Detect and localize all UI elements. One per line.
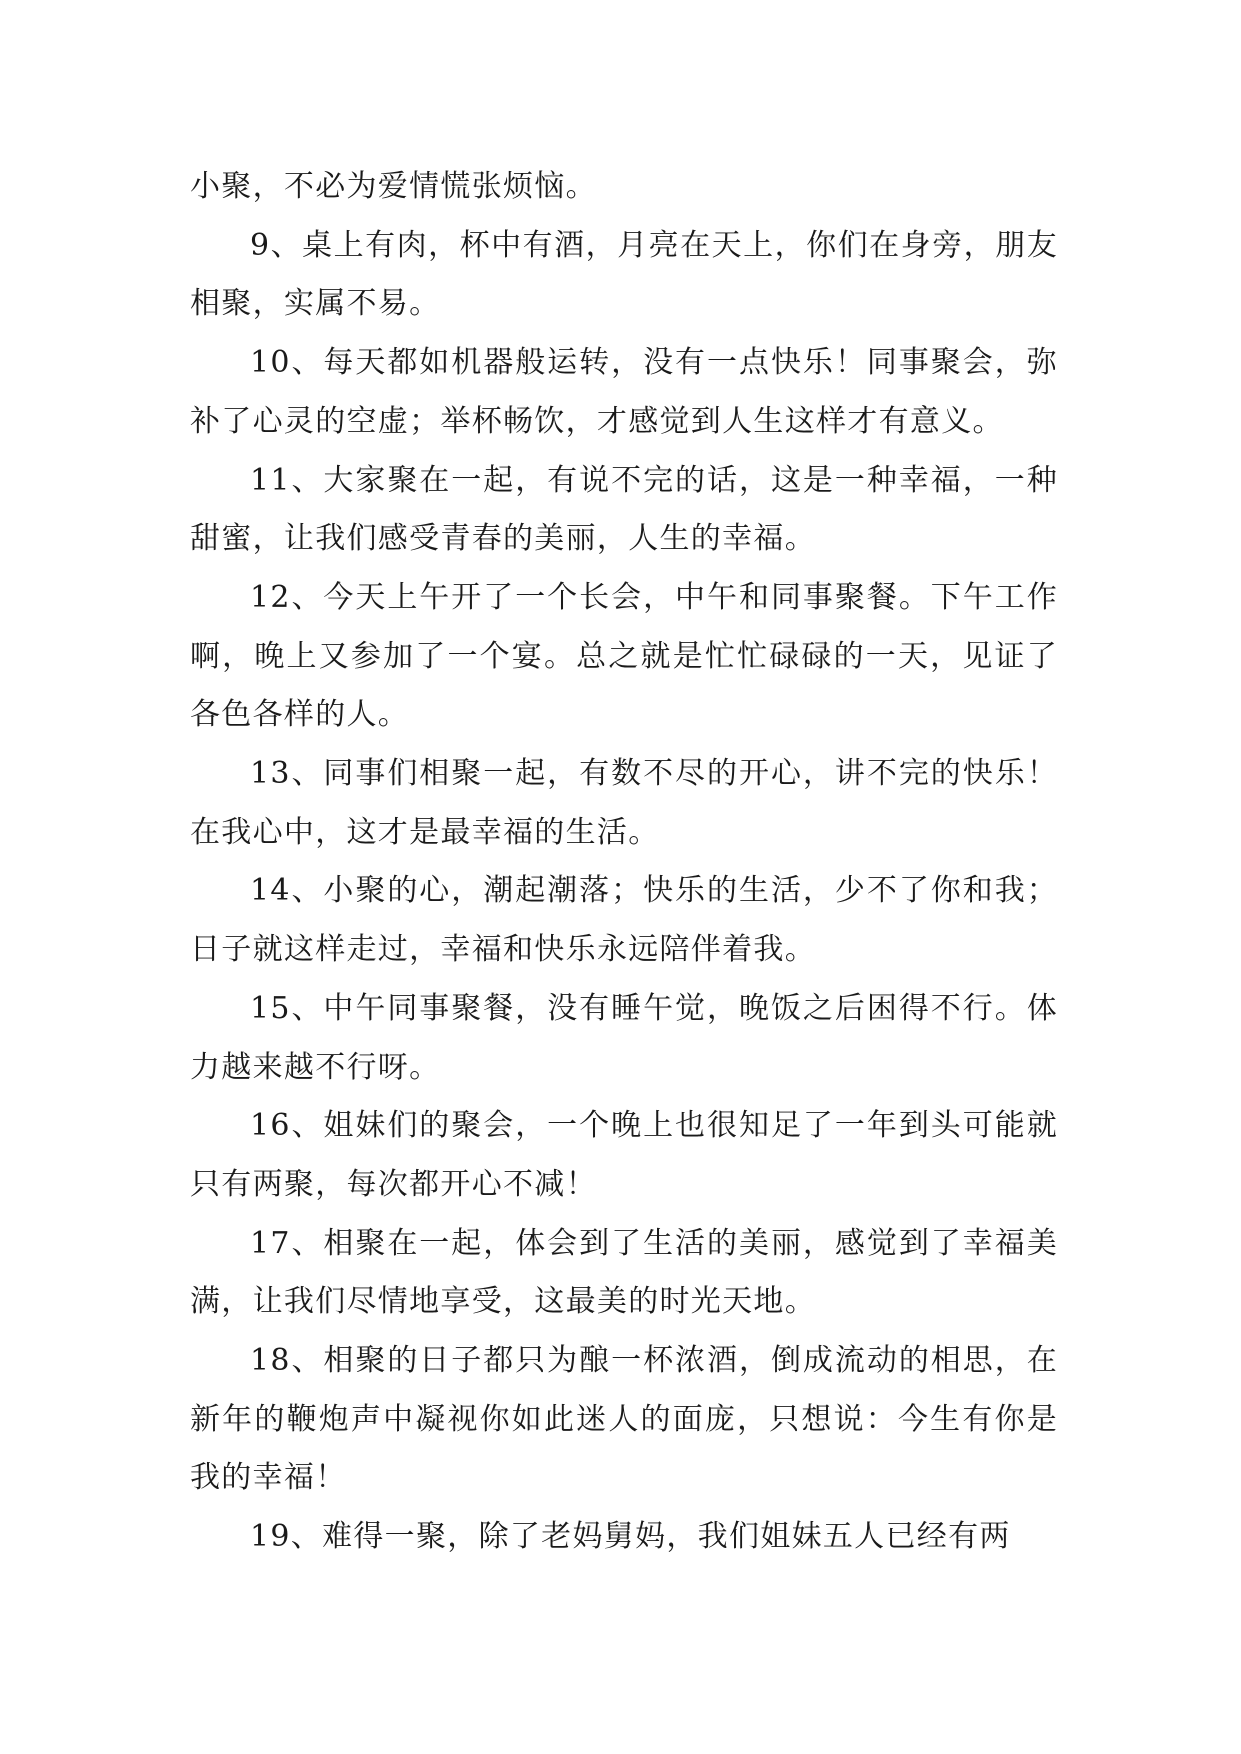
paragraph-item-18: 18、相聚的日子都只为酿一杯浓酒，倒成流动的相思，在新年的鞭炮声中凝视你如此迷人的面庞，只想说：今生有你是我的幸福！ — [190, 1343, 1058, 1496]
paragraph-item-16: 16、姐妹们的聚会，一个晚上也很知足了一年到头可能就只有两聚，每次都开心不减！ — [190, 1108, 1058, 1202]
paragraph-item-14: 14、小聚的心，潮起潮落；快乐的生活，少不了你和我；日子就这样走过，幸福和快乐永远陪伴着我。 — [190, 873, 1058, 968]
paragraph-item-13: 13、同事们相聚一起，有数不尽的开心，讲不完的快乐！在我心中，这才是最幸福的生活。 — [190, 756, 1058, 850]
paragraph-item-17: 17、相聚在一起，体会到了生活的美丽，感觉到了幸福美满，让我们尽情地享受，这最美的时光天地。 — [190, 1225, 1058, 1320]
paragraph-item-11: 11、大家聚在一起，有说不完的话，这是一种幸福，一种甜蜜，让我们感受青春的美丽，人生的幸福。 — [190, 462, 1058, 557]
paragraph-item-9: 9、桌上有肉，杯中有酒，月亮在天上，你们在身旁，朋友相聚，实属不易。 — [190, 227, 1058, 322]
paragraph-item-10: 10、每天都如机器般运转，没有一点快乐！同事聚会，弥补了心灵的空虚；举杯畅饮，才感觉到人生这样才有意义。 — [190, 345, 1058, 439]
paragraph-continuation: 小聚，不必为爱情慌张烦恼。 — [190, 169, 597, 204]
paragraph-item-19: 19、难得一聚，除了老妈舅妈，我们姐妹五人已经有两 — [250, 1519, 1011, 1555]
document-body — [190, 158, 1058, 1567]
paragraph-item-12: 12、今天上午开了一个长会，中午和同事聚餐。下午工作啊，晚上又参加了一个宴。总之就是忙忙碌碌的一天，见证了各色各样的人。 — [190, 579, 1058, 733]
paragraph-item-15: 15、中午同事聚餐，没有睡午觉，晚饭之后困得不行。体力越来越不行呀。 — [190, 990, 1058, 1085]
